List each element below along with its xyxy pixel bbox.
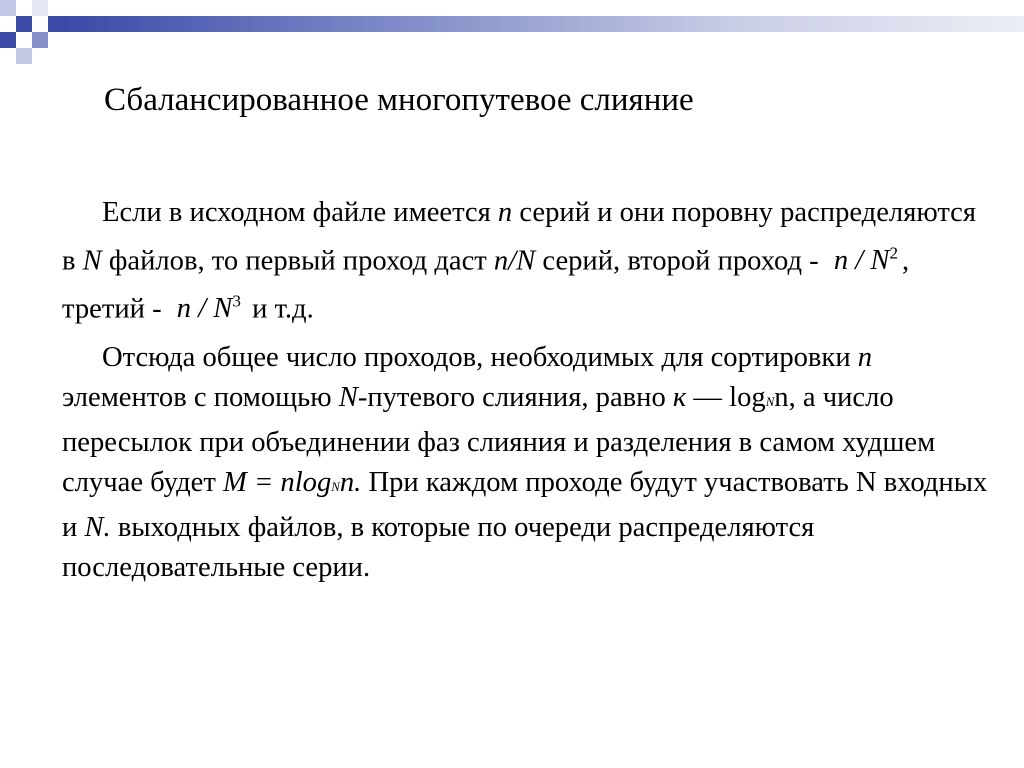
decor-square [0,32,16,48]
text: файлов, то первый проход даст [101,245,494,277]
text: , третий - [62,245,910,325]
text: При каждом проходе будут участвовать N входных и [62,467,988,543]
formula-base: n / N [176,293,233,325]
slide-title: Сбалансированное многопутевое слияние [104,82,694,118]
text: выходных файлов, в которые по очереди распределяются последовательные серии. [62,511,815,584]
text: — log [686,382,766,414]
var-N: N [82,245,102,277]
text: и т.д. [244,293,314,325]
text: серий и они поровну распределяются в [62,197,977,277]
decor-square [32,0,48,16]
var-n: n [857,341,873,373]
decor-square [16,48,32,64]
var-n: n [497,197,513,228]
text: -путевого слияния, равно [357,382,673,414]
header-band [64,16,1024,32]
paragraph-1 [62,193,992,330]
var-N: N [338,382,358,414]
text: n, а число пересылок при объединении фаз слияния и разделения в самом худшем случае будет [62,382,936,499]
formula-M-end: n. [339,467,362,499]
text: Если в исходном файле имеется [102,197,498,228]
paragraph-2 [62,338,992,589]
formula-M: М = nlog [223,467,332,499]
log-base: N [331,480,340,495]
var-N: N. [84,511,111,543]
formula-n-over-N-cubed [169,293,245,324]
log-base: N [765,395,775,410]
var-k: к [672,382,687,414]
text: элементов с помощью [62,382,339,414]
text: Отсюда общее число проходов, необходимых для сортировки [102,341,858,373]
text: серий, второй проход - [535,245,826,277]
decor-square [0,0,16,16]
formula-exponent: 3 [232,291,241,311]
formula-exponent: 2 [889,243,899,263]
decor-square [48,16,64,32]
decor-square [32,32,48,48]
var-n-over-N: n/N [493,245,536,277]
formula-n-over-N-squared [826,245,902,276]
decor-square [16,16,32,32]
slide-body [62,193,992,589]
formula-base: n / N [833,245,890,277]
